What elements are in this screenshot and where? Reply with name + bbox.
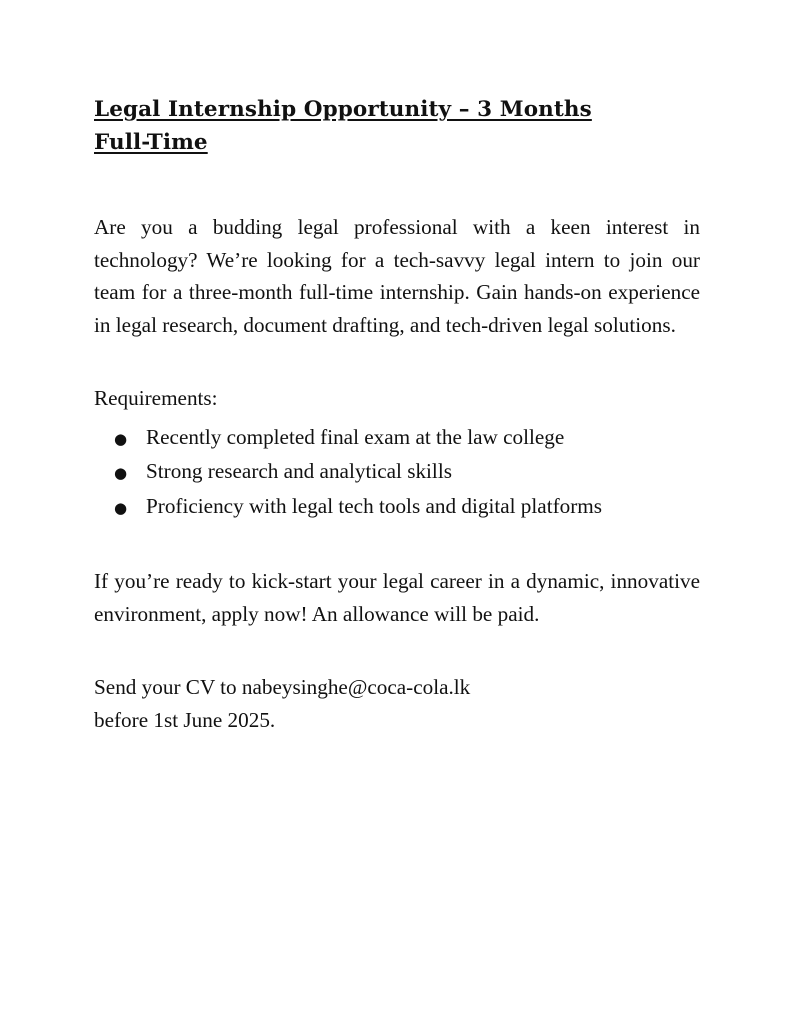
requirement-text: Recently completed final exam at the law college: [146, 424, 565, 449]
bullet-icon: ●: [114, 429, 128, 448]
document-content: [94, 93, 700, 736]
contact-line-2: before 1st June 2025.: [94, 707, 276, 732]
closing-paragraph: If you’re ready to kick-start your legal career in a dynamic, innovative environment, apply now! An allowance will be paid.: [94, 569, 700, 626]
list-item: [114, 490, 700, 525]
page-title: [94, 93, 700, 159]
requirements-heading: Requirements:: [94, 386, 218, 410]
list-item: [114, 421, 700, 456]
intro-paragraph: Are you a budding legal professional with a keen interest in technology? We’re looking for a tech-savvy legal intern to join our team for a three-month full-time internship. Gain hands-on experience in legal research, document drafting, and tech-driven legal solutions.: [94, 215, 700, 337]
list-item: [114, 455, 700, 490]
requirement-text: Proficiency with legal tech tools and digital platforms: [146, 493, 603, 518]
title-line-2: Full-Time: [94, 130, 208, 155]
contact-line-1: Send your CV to nabeysinghe@coca-cola.lk: [94, 675, 471, 699]
bullet-icon: ●: [114, 498, 128, 517]
contact-block: [94, 671, 700, 736]
requirements-list: [94, 421, 700, 525]
requirement-text: Strong research and analytical skills: [146, 459, 452, 483]
bullet-icon: ●: [114, 464, 128, 482]
title-line-1: Legal Internship Opportunity – 3 Months: [94, 97, 592, 122]
